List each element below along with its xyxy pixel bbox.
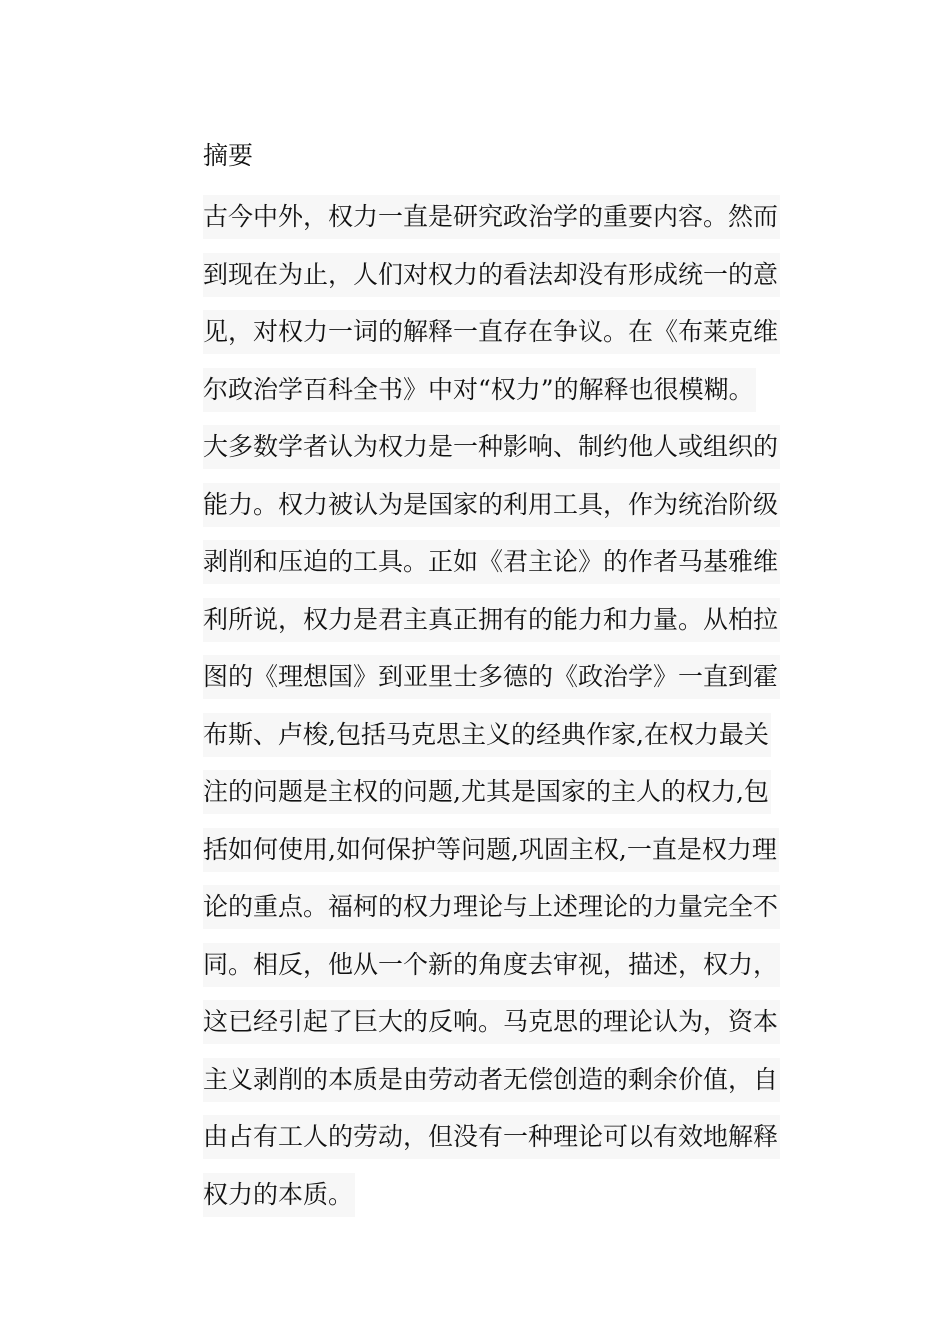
body-line-2: 到现在为止，人们对权力的看法却没有形成统一的意 [203,253,780,311]
body-line-13: 论的重点。福柯的权力理论与上述理论的力量完全不 [203,885,780,943]
body-line-18: 权力的本质。 [203,1173,780,1231]
body-line-12: 括如何使用,如何保护等问题,巩固主权,一直是权力理 [203,828,780,886]
body-line-16: 主义剥削的本质是由劳动者无偿创造的剩余价值，自 [203,1058,780,1116]
body-line-14: 同。相反，他从一个新的角度去审视，描述，权力， [203,943,780,1001]
body-line-9: 图的《理想国》到亚里士多德的《政治学》一直到霍 [203,655,780,713]
body-line-15: 这已经引起了巨大的反响。马克思的理论认为，资本 [203,1000,780,1058]
body-line-5: 大多数学者认为权力是一种影响、制约他人或组织的 [203,425,780,483]
body-line-7: 剥削和压迫的工具。正如《君主论》的作者马基雅维 [203,540,780,598]
body-line-8: 利所说，权力是君主真正拥有的能力和力量。从柏拉 [203,598,780,656]
abstract-body [203,195,780,1230]
body-line-17: 由占有工人的劳动，但没有一种理论可以有效地解释 [203,1115,780,1173]
body-line-1: 古今中外，权力一直是研究政治学的重要内容。然而 [203,195,780,253]
body-line-3: 见，对权力一词的解释一直存在争议。在《布莱克维 [203,310,780,368]
body-line-11: 注的问题是主权的问题,尤其是国家的主人的权力,包 [203,770,780,828]
body-line-6: 能力。权力被认为是国家的利用工具，作为统治阶级 [203,483,780,541]
body-line-10: 布斯、卢梭,包括马克思主义的经典作家,在权力最关 [203,713,780,771]
abstract-heading: 摘要 [203,141,254,170]
body-line-4: 尔政治学百科全书》中对“权力”的解释也很模糊。 [203,368,780,426]
